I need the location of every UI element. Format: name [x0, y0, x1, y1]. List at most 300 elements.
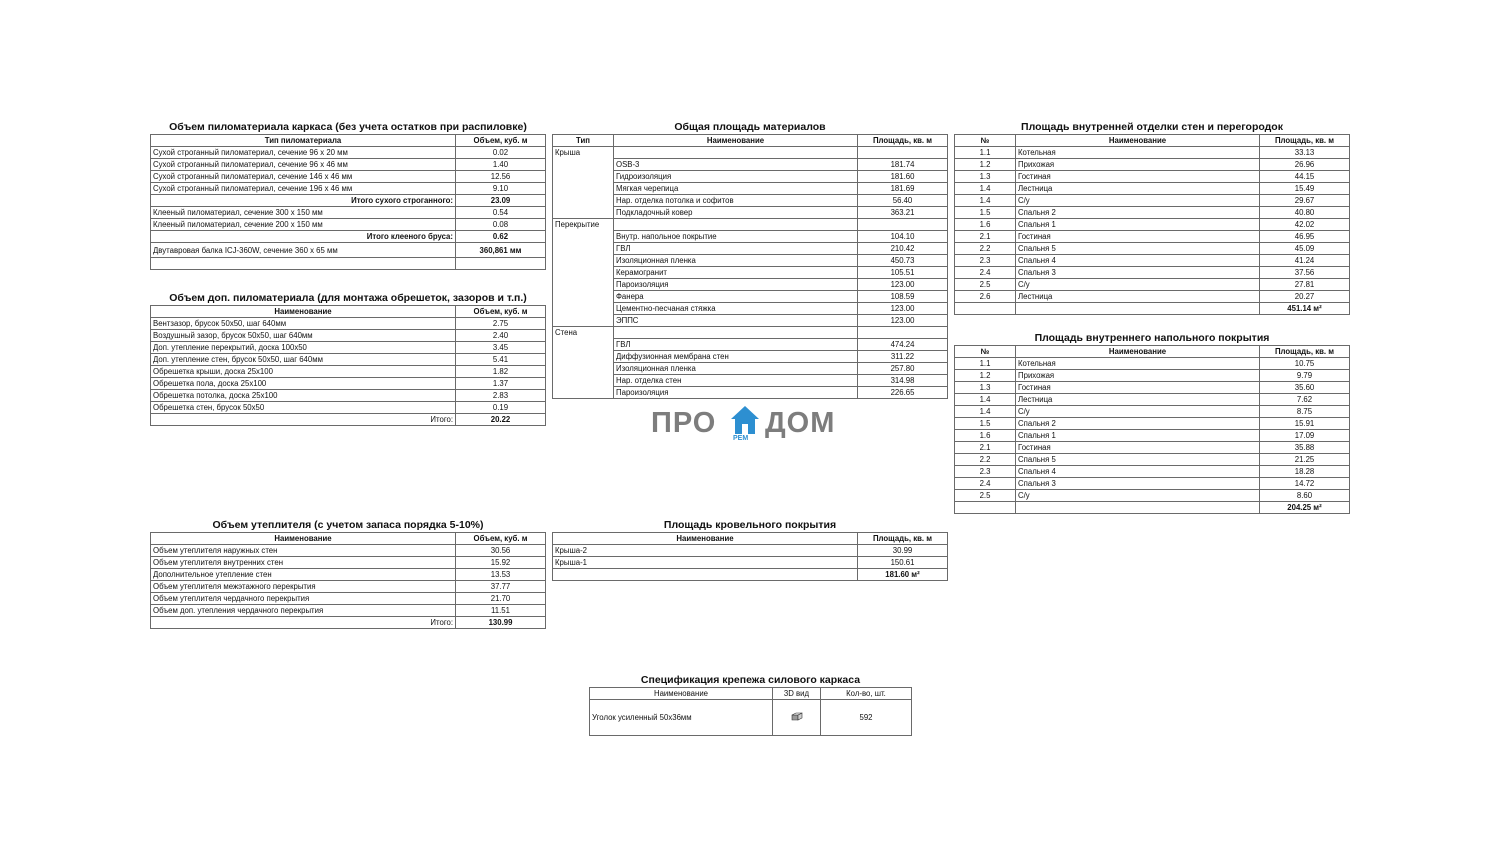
material-name: Нар. отделка стен	[614, 375, 858, 387]
roofing-table	[552, 532, 948, 581]
room-number: 1.1	[955, 358, 1016, 370]
item-value: 2.75	[456, 318, 546, 330]
table-row	[955, 430, 1350, 442]
table-row	[955, 243, 1350, 255]
table-row	[151, 605, 546, 617]
empty-cell	[456, 258, 546, 270]
room-area: 35.60	[1260, 382, 1350, 394]
fasteners-table	[589, 687, 912, 736]
item-name: Клееный пиломатериал, сечение 200 х 150 мм	[151, 219, 456, 231]
floor-cover-total	[955, 502, 1350, 514]
group-row	[553, 219, 948, 231]
col-header: Наименование	[614, 135, 858, 147]
room-number: 2.6	[955, 291, 1016, 303]
material-area: 363.21	[858, 207, 948, 219]
room-number: 2.3	[955, 255, 1016, 267]
item-name: Объем утеплителя наружных стен	[151, 545, 456, 557]
material-name: ГВЛ	[614, 339, 858, 351]
room-area: 10.75	[1260, 358, 1350, 370]
col-header: Наименование	[553, 533, 858, 545]
empty-cell	[614, 327, 858, 339]
table-row	[151, 557, 546, 569]
room-area: 7.62	[1260, 394, 1350, 406]
table-row	[955, 291, 1350, 303]
item-value: 0.02	[456, 147, 546, 159]
table-row	[151, 330, 546, 342]
roofing-total	[553, 569, 948, 581]
total-value: 20.22	[456, 414, 546, 426]
item-value: 37.77	[456, 581, 546, 593]
room-name: Спальня 3	[1016, 478, 1260, 490]
col-header: Площадь, кв. м	[1260, 135, 1350, 147]
room-area: 14.72	[1260, 478, 1350, 490]
table-row	[955, 207, 1350, 219]
room-area: 21.25	[1260, 454, 1350, 466]
item-value: 30.99	[858, 545, 948, 557]
group-row	[553, 327, 948, 339]
room-area: 44.15	[1260, 171, 1350, 183]
table-row	[955, 219, 1350, 231]
empty-cell	[858, 327, 948, 339]
room-number: 2.1	[955, 231, 1016, 243]
room-number: 2.1	[955, 442, 1016, 454]
room-area: 17.09	[1260, 430, 1350, 442]
room-name: С/у	[1016, 195, 1260, 207]
table-row	[955, 358, 1350, 370]
table-row	[955, 454, 1350, 466]
item-value: 12.56	[456, 171, 546, 183]
wall-finish-section	[954, 121, 1350, 315]
item-value: 30.56	[456, 545, 546, 557]
col-header: Площадь, кв. м	[858, 135, 948, 147]
table-row	[151, 159, 546, 171]
table-row	[955, 267, 1350, 279]
lumber-table	[150, 134, 546, 270]
material-area: 181.60	[858, 171, 948, 183]
material-area: 56.40	[858, 195, 948, 207]
logo-pro: ПРО	[651, 407, 717, 439]
empty-cell	[1016, 303, 1260, 315]
item-value: 150.61	[858, 557, 948, 569]
group-type: Крыша	[553, 147, 614, 219]
room-area: 37.56	[1260, 267, 1350, 279]
floor-cover-title: Площадь внутреннего напольного покрытия	[1034, 332, 1270, 344]
col-header: 3D вид	[773, 688, 821, 700]
empty-cell	[955, 303, 1016, 315]
col-header: Наименование	[151, 533, 456, 545]
material-name: OSB-3	[614, 159, 858, 171]
materials-section	[552, 121, 948, 399]
material-name: Пароизоляция	[614, 387, 858, 399]
room-area: 33.13	[1260, 147, 1350, 159]
col-header: Наименование	[151, 306, 456, 318]
total-value: 130.99	[456, 617, 546, 629]
room-number: 1.1	[955, 147, 1016, 159]
room-name: Лестница	[1016, 291, 1260, 303]
table-row	[955, 394, 1350, 406]
table-row	[151, 581, 546, 593]
item-name: Объем утеплителя внутренних стен	[151, 557, 456, 569]
floor-cover-table	[954, 345, 1350, 514]
item-name: Клееный пиломатериал, сечение 300 х 150 мм	[151, 207, 456, 219]
group-row	[553, 147, 948, 159]
insulation-table	[150, 532, 546, 629]
material-name: Гидроизоляция	[614, 171, 858, 183]
material-area: 474.24	[858, 339, 948, 351]
table-row	[151, 354, 546, 366]
fastener-qty: 592	[821, 700, 912, 736]
table-row	[955, 231, 1350, 243]
total-value: 181.60 м²	[858, 569, 948, 581]
table-row	[590, 700, 912, 736]
beam-value: 360,861 мм	[456, 243, 546, 258]
item-name: Доп. утепление стен, брусок 50х50, шаг 640мм	[151, 354, 456, 366]
house-icon	[729, 404, 761, 436]
material-area: 181.69	[858, 183, 948, 195]
material-area: 105.51	[858, 267, 948, 279]
material-name: Подкладочный ковер	[614, 207, 858, 219]
item-value: 3.45	[456, 342, 546, 354]
table-row	[955, 382, 1350, 394]
lumber-rows-dry	[151, 147, 546, 195]
material-area: 311.22	[858, 351, 948, 363]
empty-cell	[151, 258, 456, 270]
group-type: Стена	[553, 327, 614, 399]
table-row	[151, 318, 546, 330]
table-row	[955, 195, 1350, 207]
table-row	[955, 478, 1350, 490]
floor-cover-section	[954, 332, 1350, 514]
table-row	[955, 255, 1350, 267]
col-header: Площадь, кв. м	[858, 533, 948, 545]
empty-cell	[858, 147, 948, 159]
material-name: Пароизоляция	[614, 279, 858, 291]
room-area: 15.91	[1260, 418, 1350, 430]
room-area: 18.28	[1260, 466, 1350, 478]
table-row	[151, 183, 546, 195]
col-header: Кол-во, шт.	[821, 688, 912, 700]
room-number: 2.4	[955, 478, 1016, 490]
table-row	[955, 147, 1350, 159]
group-type: Перекрытие	[553, 219, 614, 327]
room-area: 26.96	[1260, 159, 1350, 171]
material-name: Изоляционная пленка	[614, 255, 858, 267]
item-value: 1.82	[456, 366, 546, 378]
table-row	[955, 466, 1350, 478]
lumber-total-dry	[151, 195, 546, 207]
material-area: 123.00	[858, 315, 948, 327]
item-value: 9.10	[456, 183, 546, 195]
lumber-rows-glued	[151, 207, 546, 231]
wall-finish-table	[954, 134, 1350, 315]
table-row	[151, 569, 546, 581]
col-header: Объем, куб. м	[456, 306, 546, 318]
material-name: Фанера	[614, 291, 858, 303]
col-header: №	[955, 346, 1016, 358]
materials-title: Общая площадь материалов	[674, 121, 826, 133]
col-header: Площадь, кв. м	[1260, 346, 1350, 358]
room-number: 1.4	[955, 183, 1016, 195]
table-row	[151, 390, 546, 402]
room-number: 1.4	[955, 195, 1016, 207]
room-name: Гостиная	[1016, 231, 1260, 243]
total-value: 451.14 м²	[1260, 303, 1350, 315]
materials-table	[552, 134, 948, 399]
room-name: Прихожая	[1016, 159, 1260, 171]
room-name: Гостиная	[1016, 171, 1260, 183]
insulation-total	[151, 617, 546, 629]
col-header: Объем, куб. м	[456, 135, 546, 147]
item-name: Воздушный зазор, брусок 50х50, шаг 640мм	[151, 330, 456, 342]
total-value: 204.25 м²	[1260, 502, 1350, 514]
table-row	[955, 279, 1350, 291]
room-name: Спальня 2	[1016, 418, 1260, 430]
room-name: С/у	[1016, 406, 1260, 418]
fastener-name: Уголок усиленный 50х36мм	[590, 700, 773, 736]
table-row	[151, 147, 546, 159]
logo-dom: ДОМ	[765, 407, 836, 439]
item-name: Объем утеплителя чердачного перекрытия	[151, 593, 456, 605]
roofing-rows	[553, 545, 948, 569]
item-value: 2.40	[456, 330, 546, 342]
wall-finish-total	[955, 303, 1350, 315]
logo-rem: РЕМ	[733, 435, 749, 442]
room-name: Гостиная	[1016, 382, 1260, 394]
roofing-section	[552, 519, 948, 581]
table-row	[151, 243, 546, 258]
table-row	[151, 617, 546, 629]
item-name: Сухой строганный пиломатериал, сечение 196 х 46 мм	[151, 183, 456, 195]
item-name: Крыша-2	[553, 545, 858, 557]
table-row	[151, 593, 546, 605]
table-row	[151, 402, 546, 414]
table-row	[955, 442, 1350, 454]
table-row	[955, 418, 1350, 430]
fasteners-section	[589, 674, 912, 736]
table-row	[955, 490, 1350, 502]
room-area: 8.75	[1260, 406, 1350, 418]
item-name: Крыша-1	[553, 557, 858, 569]
room-name: Спальня 5	[1016, 454, 1260, 466]
room-number: 1.5	[955, 207, 1016, 219]
room-area: 35.88	[1260, 442, 1350, 454]
table-row	[955, 303, 1350, 315]
material-area: 210.42	[858, 243, 948, 255]
room-number: 2.4	[955, 267, 1016, 279]
material-name: Диффузионная мембрана стен	[614, 351, 858, 363]
total-label: Итого клееного бруса:	[151, 231, 456, 243]
room-area: 46.95	[1260, 231, 1350, 243]
insulation-rows	[151, 545, 546, 617]
room-number: 2.3	[955, 466, 1016, 478]
room-number: 2.2	[955, 454, 1016, 466]
insulation-title: Объем утеплителя (с учетом запаса порядка 5-10%)	[212, 519, 484, 531]
extra-lumber-title: Объем доп. пиломатериала (для монтажа обрешеток, зазоров и т.п.)	[169, 292, 527, 304]
total-label: Итого сухого строганного:	[151, 195, 456, 207]
item-value: 13.53	[456, 569, 546, 581]
room-area: 41.24	[1260, 255, 1350, 267]
room-name: Спальня 1	[1016, 430, 1260, 442]
room-number: 2.5	[955, 490, 1016, 502]
table-row	[955, 183, 1350, 195]
item-name: Объем доп. утепления чердачного перекрытия	[151, 605, 456, 617]
table-row	[151, 195, 546, 207]
total-label: Итого:	[151, 414, 456, 426]
item-value: 21.70	[456, 593, 546, 605]
material-name: ГВЛ	[614, 243, 858, 255]
insulation-section	[150, 519, 546, 629]
room-number: 1.3	[955, 382, 1016, 394]
item-name: Сухой строганный пиломатериал, сечение 96 х 20 мм	[151, 147, 456, 159]
material-area: 104.10	[858, 231, 948, 243]
room-name: Спальня 1	[1016, 219, 1260, 231]
room-number: 2.2	[955, 243, 1016, 255]
material-name: Мягкая черепица	[614, 183, 858, 195]
material-area: 181.74	[858, 159, 948, 171]
room-name: Котельная	[1016, 147, 1260, 159]
room-number: 1.4	[955, 406, 1016, 418]
item-value: 15.92	[456, 557, 546, 569]
beam-name: Двутавровая балка ICJ-360W, сечение 360 х 65 мм	[151, 243, 456, 258]
table-row	[151, 366, 546, 378]
room-number: 1.6	[955, 430, 1016, 442]
material-name: Внутр. напольное покрытие	[614, 231, 858, 243]
fastener-3d-view	[773, 700, 821, 736]
table-row	[151, 342, 546, 354]
material-area: 257.80	[858, 363, 948, 375]
room-number: 2.5	[955, 279, 1016, 291]
material-name: Изоляционная пленка	[614, 363, 858, 375]
empty-cell	[858, 219, 948, 231]
material-name: Цементно-песчаная стяжка	[614, 303, 858, 315]
material-area: 314.98	[858, 375, 948, 387]
table-row	[955, 406, 1350, 418]
total-label: Итого:	[151, 617, 456, 629]
item-name: Дополнительное утепление стен	[151, 569, 456, 581]
room-area: 27.81	[1260, 279, 1350, 291]
table-row	[151, 378, 546, 390]
col-header: Тип	[553, 135, 614, 147]
item-name: Доп. утепление перекрытий, доска 100х50	[151, 342, 456, 354]
item-value: 0.19	[456, 402, 546, 414]
room-name: Котельная	[1016, 358, 1260, 370]
item-value: 1.40	[456, 159, 546, 171]
room-number: 1.2	[955, 159, 1016, 171]
extra-lumber-total	[151, 414, 546, 426]
table-row	[151, 219, 546, 231]
material-area: 226.65	[858, 387, 948, 399]
item-name: Обрешетка потолка, доска 25х100	[151, 390, 456, 402]
room-number: 1.2	[955, 370, 1016, 382]
material-area: 123.00	[858, 303, 948, 315]
room-area: 15.49	[1260, 183, 1350, 195]
col-header: Объем, куб. м	[456, 533, 546, 545]
fasteners-title: Спецификация крепежа силового каркаса	[640, 674, 861, 686]
table-row	[955, 159, 1350, 171]
col-header: Тип пиломатериала	[151, 135, 456, 147]
col-header: Наименование	[590, 688, 773, 700]
table-row	[553, 557, 948, 569]
total-value: 23.09	[456, 195, 546, 207]
room-number: 1.4	[955, 394, 1016, 406]
item-name: Обрешетка крыши, доска 25х100	[151, 366, 456, 378]
roofing-title: Площадь кровельного покрытия	[663, 519, 837, 531]
extra-lumber-rows	[151, 318, 546, 414]
room-name: Спальня 4	[1016, 255, 1260, 267]
wall-finish-rows	[955, 147, 1350, 303]
material-area: 123.00	[858, 279, 948, 291]
material-name: Керамогранит	[614, 267, 858, 279]
table-row	[151, 545, 546, 557]
empty-cell	[955, 502, 1016, 514]
prodom-logo	[651, 404, 851, 448]
room-area: 20.27	[1260, 291, 1350, 303]
col-header: Наименование	[1016, 346, 1260, 358]
room-name: Спальня 5	[1016, 243, 1260, 255]
material-name: ЭППС	[614, 315, 858, 327]
room-number: 1.3	[955, 171, 1016, 183]
table-row	[955, 171, 1350, 183]
room-number: 1.5	[955, 418, 1016, 430]
lumber-total-glued	[151, 231, 546, 270]
room-area: 45.09	[1260, 243, 1350, 255]
fasteners-rows	[590, 700, 912, 736]
room-area: 9.79	[1260, 370, 1350, 382]
room-name: Лестница	[1016, 394, 1260, 406]
material-area: 108.59	[858, 291, 948, 303]
material-area: 450.73	[858, 255, 948, 267]
item-name: Сухой строганный пиломатериал, сечение 146 х 46 мм	[151, 171, 456, 183]
room-name: Гостиная	[1016, 442, 1260, 454]
wall-finish-title: Площадь внутренней отделки стен и перегородок	[1021, 121, 1283, 133]
extra-lumber-table	[150, 305, 546, 426]
table-row	[553, 569, 948, 581]
table-row	[955, 502, 1350, 514]
item-name: Объем утеплителя межэтажного перекрытия	[151, 581, 456, 593]
material-name: Нар. отделка потолка и софитов	[614, 195, 858, 207]
item-name: Вентзазор, брусок 50х50, шаг 640мм	[151, 318, 456, 330]
item-value: 2.83	[456, 390, 546, 402]
table-row	[151, 414, 546, 426]
empty-cell	[614, 219, 858, 231]
item-value: 5.41	[456, 354, 546, 366]
empty-cell	[1016, 502, 1260, 514]
table-row	[151, 258, 546, 270]
room-area: 29.67	[1260, 195, 1350, 207]
room-name: Лестница	[1016, 183, 1260, 195]
room-name: Спальня 4	[1016, 466, 1260, 478]
item-value: 1.37	[456, 378, 546, 390]
room-name: Прихожая	[1016, 370, 1260, 382]
item-value: 11.51	[456, 605, 546, 617]
table-row	[955, 370, 1350, 382]
total-value: 0.62	[456, 231, 546, 243]
materials-rows	[553, 147, 948, 399]
floor-cover-rows	[955, 358, 1350, 502]
col-header: Наименование	[1016, 135, 1260, 147]
item-value: 0.54	[456, 207, 546, 219]
room-name: Спальня 3	[1016, 267, 1260, 279]
item-value: 0.08	[456, 219, 546, 231]
extra-lumber-section	[150, 292, 546, 426]
room-area: 42.02	[1260, 219, 1350, 231]
empty-cell	[553, 569, 858, 581]
table-row	[151, 171, 546, 183]
room-area: 8.60	[1260, 490, 1350, 502]
item-name: Сухой строганный пиломатериал, сечение 96 х 46 мм	[151, 159, 456, 171]
table-row	[553, 545, 948, 557]
room-name: С/у	[1016, 279, 1260, 291]
